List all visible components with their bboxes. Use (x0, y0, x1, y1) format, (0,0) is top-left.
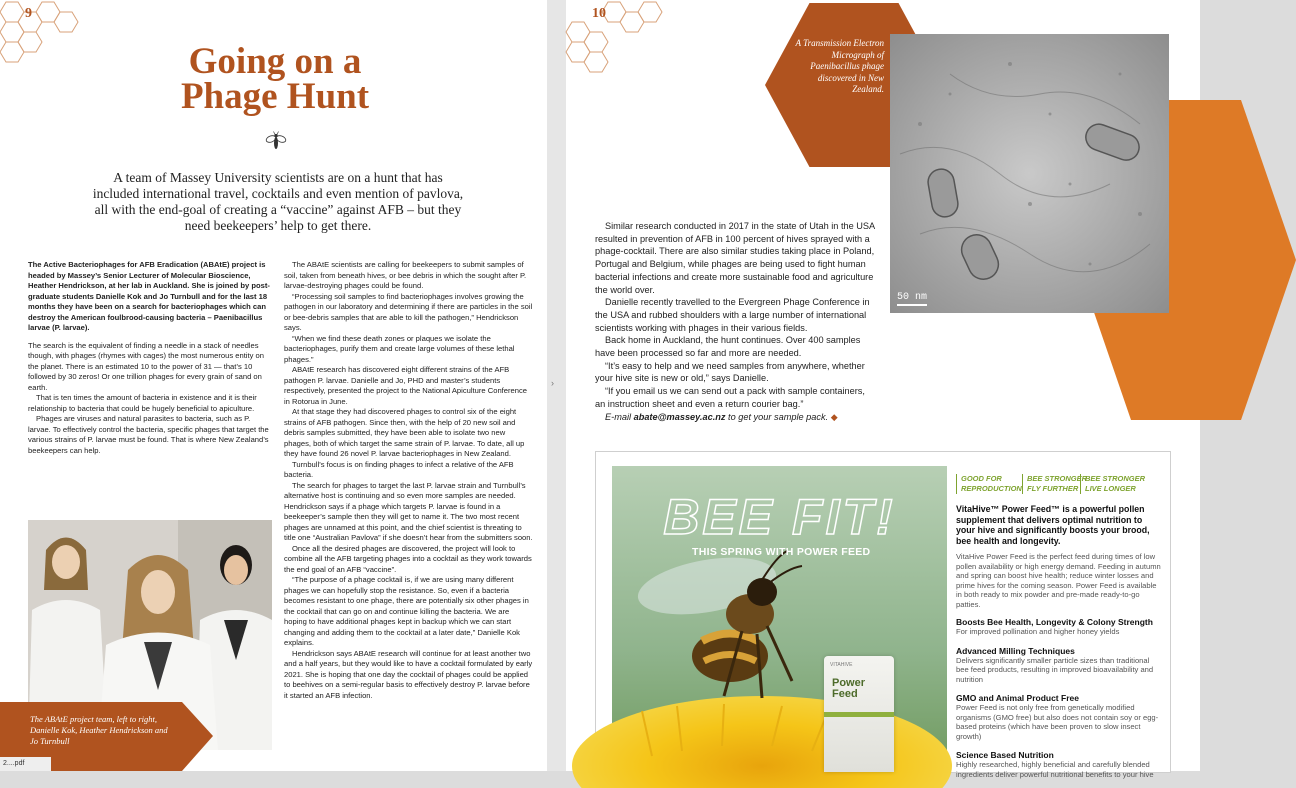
page-number: 9 (25, 6, 32, 21)
body-paragraph: The search is the equivalent of finding a needle in a stack of needles though, with phages (rhymes with cages) the most numerous entity on the planet. There is an estimated 10 to the power of 31 — that’s 10 followed by 30 zeros! Or one trillion phages for every grain of sand on earth. (28, 340, 264, 392)
article-column-3 (595, 220, 877, 423)
page-number: 10 (592, 6, 606, 21)
feature-heading: Science Based Nutrition (956, 750, 1054, 760)
feature-text: Delivers significantly smaller particle sizes than traditional bee feed products, resulting in improved bioavailability and nutrition (956, 655, 1154, 684)
advert-subhead: THIS SPRING WITH POWER FEED (692, 546, 871, 558)
benefit-tag: GOOD FOR REPRODUCTION (956, 474, 1025, 494)
body-paragraph: Turnbull’s focus is on finding phages to infect a relative of the AFB bacteria. (284, 459, 514, 479)
article-column-1 (28, 260, 272, 456)
body-paragraph: That is ten times the amount of bacteria in existence and it is their relationship to bacteria that could be hugely beneficial to apiculture. (28, 393, 257, 413)
body-paragraph: Phages are viruses and natural parasites to bacteria, such as P. larvae. To effectively control the bacteria, specific phages that target the various strains of P. larvae must be found. That is where New Zealand’s beekeepers can help. (28, 414, 269, 455)
body-paragraph: “If you email us we can send out a pack with sample containers, an instruction sheet and even a return courier bag.” (595, 386, 865, 409)
end-mark-icon: ◆ (830, 411, 838, 422)
photo-caption: The ABAtE project team, left to right, Danielle Kok, Heather Hendrickson and Jo Turnbull (30, 714, 168, 746)
email-line: E-mail abate@massey.ac.nz to get your sample pack. ◆ (605, 411, 838, 422)
advert-paragraph: VitaHive Power Feed is the perfect feed during times of low pollen availability or high energy demand. Feeding in autumn and spring can boost hive health; reduce winter losses and prime hives for the coming season. Power Feed is available in both ready to mix powder and pre-made ready-to-go patties. (956, 552, 1161, 609)
email-link[interactable]: abate@massey.ac.nz (633, 411, 726, 422)
body-paragraph: At that stage they had discovered phages to control six of the eight strains of AFB pathogen. Since then, with the help of 20 new soil and debris samples submitted, they have been able to isolate two new phages, both of which target the same strain of P. larvae. To date, all up they have found 26 novel P. larvae bacteriophages in New Zealand. (284, 407, 525, 458)
feature-text: For improved pollination and higher honey yields (956, 627, 1120, 636)
title-line-1: Going on a (188, 41, 362, 82)
page-nav-arrow-icon[interactable]: › (551, 378, 554, 388)
feature-heading: Advanced Milling Techniques (956, 645, 1075, 656)
bee-icon (264, 130, 288, 154)
body-paragraph: Once all the desired phages are discovered, the project will look to combine all the AFB targeting phages into a cocktail as they work towards the end goal of an AFB “vaccine”. (284, 543, 532, 574)
feature-heading: GMO and Animal Product Free (956, 693, 1079, 703)
honeycomb-decoration (566, 0, 666, 78)
power-feed-advert (595, 451, 1171, 779)
lead-paragraph: The Active Bacteriophages for AFB Eradication (ABAtE) project is headed by Massey’s Senior Lecturer of Molecular Bioscience, Heather Hendrickson, at her lab in Auckland. She is joined by post-graduate students Danielle Kok and Jo Turnbull and for the last 18 months they have been on a search for bacteriophages which can destroy the American foulbrood-causing bacteria – Paenibacillus larvae (P. larvae). (28, 260, 270, 332)
benefit-tag: BEE STRONGER FLY FURTHER (1022, 474, 1091, 494)
body-paragraph: The search for phages to target the last P. larvae strain and Turnbull’s alternative host is continuing and so even more samples are needed. Hendrickson says if a phage which targets P. larvae is found in a beekeeper’s sample then they will get to name it. The two most recent phages are unnamed at this point, and the chief scientist is threating to title one “Australian Pavlova” if she doesn’t hear from the submitters soon. (284, 480, 533, 542)
bag-name: Power Feed (832, 677, 866, 700)
bag-stripe (824, 712, 894, 717)
feature-text: Power Feed is not only free from genetically modified organisms (GMO free) but also does not contain soy or egg-based proteins (which have been proven to slow insect growth) (956, 703, 1159, 741)
benefit-tag: BEE STRONGER LIVE LONGER (1080, 474, 1149, 494)
left-page (0, 0, 547, 771)
advert-lead: VitaHive™ Power Feed™ is a powerful pollen supplement that delivers optimal nutrition to your hive and significantly boosts your brood, bee health and longevity. (956, 504, 1150, 546)
body-paragraph: Similar research conducted in 2017 in the state of Utah in the USA resulted in prevention of AFB in 100 percent of hives sprayed with a phage-cocktail. There are also similar studies taking place in Poland, Portugal and Belgium, while phages are being used to fight human bacterial infections and create more sustainable food and agriculture the world over. (595, 221, 875, 295)
body-paragraph: ABAtE research has discovered eight different strains of the AFB pathogen P. larvae. Danielle and Jo, PHD and master’s students respectively, presented the project to the National Apiculture Conference in Rotorua in June. (284, 365, 527, 406)
advert-image (612, 466, 947, 772)
file-tab[interactable]: 2....pdf (0, 757, 51, 771)
body-paragraph: “When we find these death zones or plaques we isolate the bacteriophages, purify them and create large volumes of these lethal phages.” (284, 333, 515, 364)
bag-brand: VITAHIVE (830, 662, 853, 668)
scale-label: 50 nm (897, 292, 928, 303)
honeycomb-decoration (0, 0, 80, 70)
micrograph-caption: A Transmission Electron Micrograph of Paenibacillus phage discovered in New Zealand. (795, 38, 884, 94)
body-paragraph: Danielle recently travelled to the Evergreen Phage Conference in the USA and rubbed shoulders with a large number of international scientists working with phages in their various fields. (595, 297, 870, 333)
power-feed-bag (824, 656, 894, 772)
electron-micrograph-image (890, 34, 1169, 313)
body-paragraph: Back home in Auckland, the hunt continues. Over 400 samples have been processed so far and more are needed. (595, 335, 861, 359)
title-line-2: Phage Hunt (180, 76, 370, 117)
body-paragraph: “It’s easy to help and we need samples from anywhere, whether your hive site is new or old,” says Danielle. (595, 360, 865, 384)
feature-heading: Boosts Bee Health, Longevity & Colony Strength (956, 617, 1153, 627)
feature-text: Highly researched, highly beneficial and carefully blended ingredients deliver powerful nutritional benefits to your hive (956, 760, 1154, 779)
page-gutter (547, 0, 566, 771)
body-paragraph: Hendrickson says ABAtE research will continue for at least another two and a half years, but they would like to have a cocktail formulated by early 2021. She is hoping that one day the cocktail of phages could be applied to beehives on a semi-regular basis to effectively destroy P. larvae before it started an AFB infection. (284, 648, 533, 700)
intro-paragraph: A team of Massey University scientists are on a hunt that has included international travel, cocktails and even mention of pavlova, all with the end-goal of creating a “vaccine” against AFB – but they need beekeepers’ help to get there. (92, 170, 464, 233)
right-page (566, 0, 1200, 779)
article-column-2 (284, 260, 534, 701)
body-paragraph: “Processing soil samples to find bacteriophages involves growing the pathogen in our laboratory and determining if there are particles in the soil or bee-debris samples that are able to kill the pathogen,” Hendrickson says. (284, 291, 533, 332)
scale-bar (897, 304, 927, 306)
advert-copy (956, 504, 1161, 788)
advert-headline: BEE FIT! (663, 489, 896, 545)
article-title (120, 41, 430, 117)
body-paragraph: The ABAtE scientists are calling for beekeepers to submit samples of soil, taken from beneath hives, or bee debris in which the sought after P. larvae-destroying phages could be found. (284, 260, 527, 290)
body-paragraph: “The purpose of a phage cocktail is, if we are using many different phages we can hopefully stop the resistance. So, even if a bacteria becomes resistant to one phage, there are potentially six other phages in the cocktail that can go on and continue killing the bacteria. We are hoping to have additional phages kept in backup which we can start changing and adding them to the cocktail at a later date,” Danielle Kok explains. (284, 575, 529, 647)
